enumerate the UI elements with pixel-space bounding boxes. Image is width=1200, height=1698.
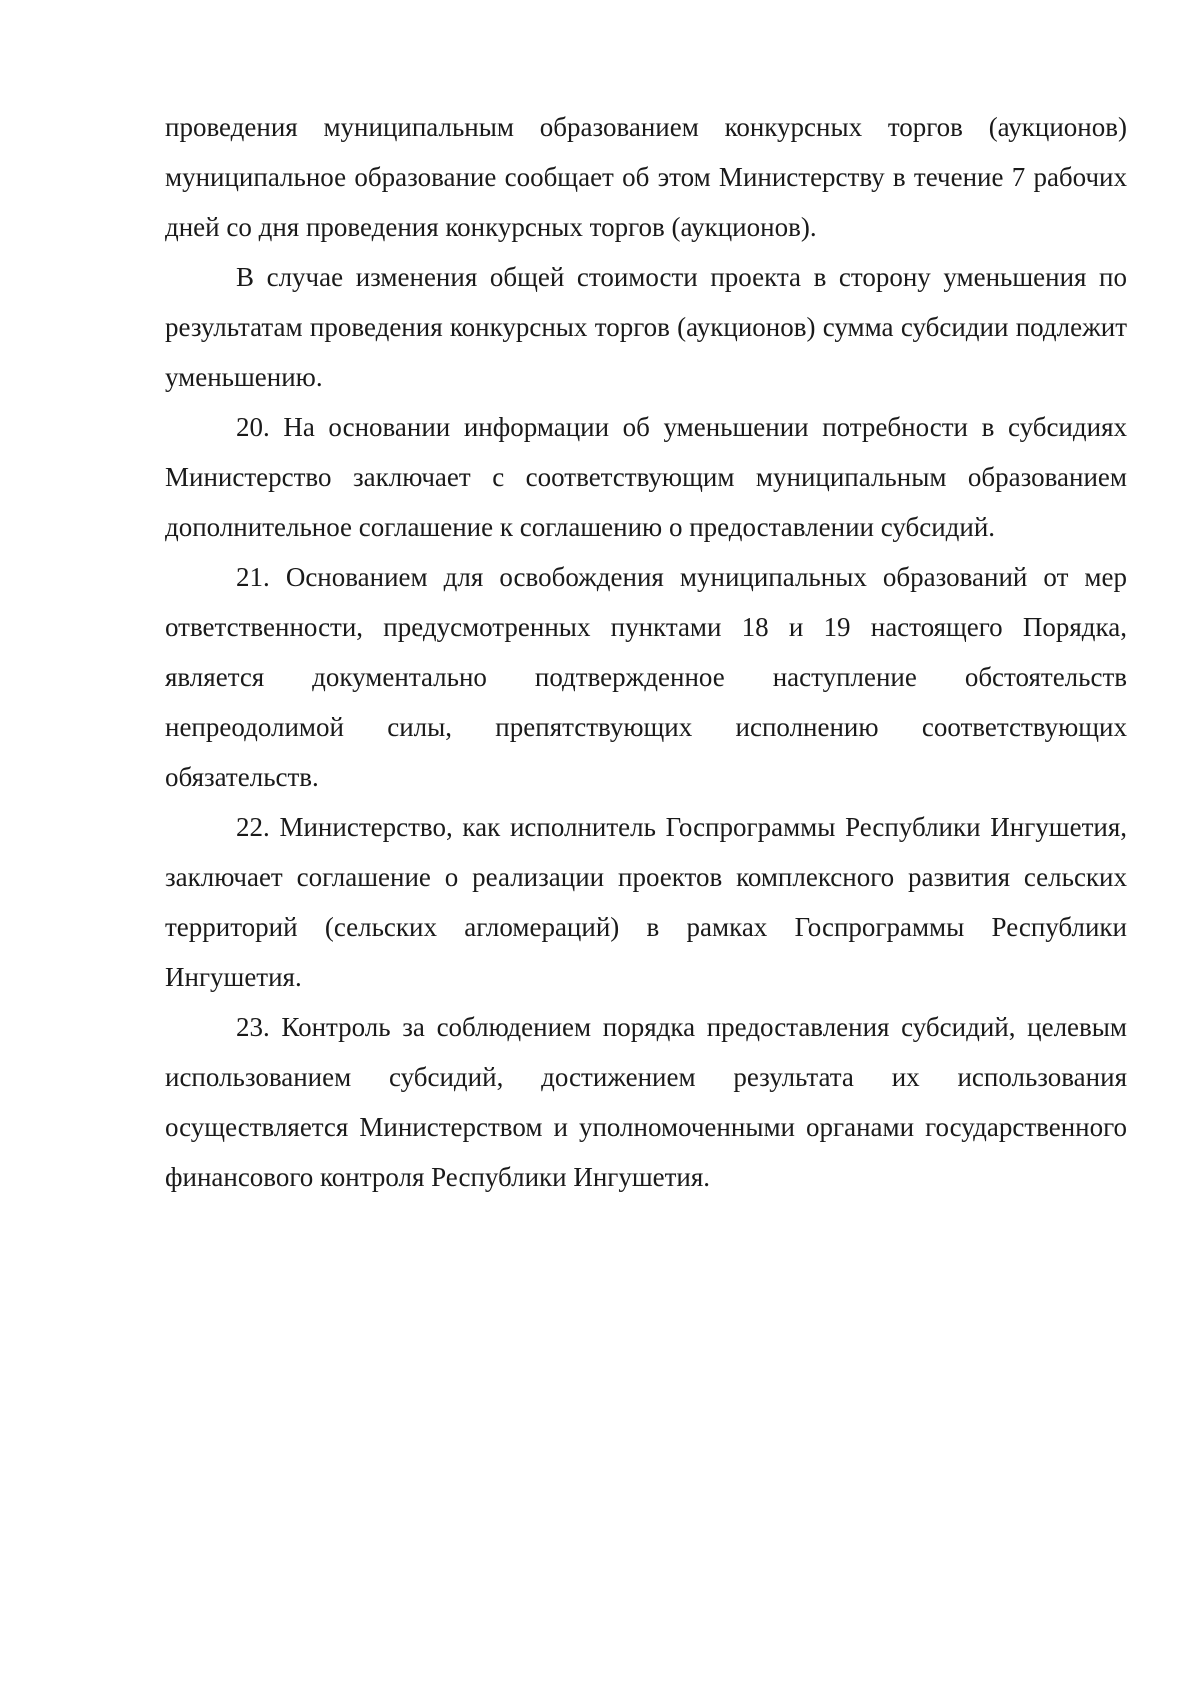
document-body	[165, 102, 1127, 1202]
paragraph-continuation: проведения муниципальным образованием конкурсных торгов (аукционов) муниципальное образование сообщает об этом Министерству в течение 7 рабочих дней со дня проведения конкурсных торгов (аукционов).	[165, 112, 1127, 242]
paragraph-item-20: 20. На основании информации об уменьшении потребности в субсидиях Министерство заключает с соответствующим муниципальным образованием дополнительное соглашение к соглашению о предоставлении субсидий.	[165, 412, 1127, 542]
paragraph-item-23: 23. Контроль за соблюдением порядка предоставления субсидий, целевым использованием субсидий, достижением результата их использования осуществляется Министерством и уполномоченными органами государственного финансового контроля Республики Ингушетия.	[165, 1012, 1127, 1192]
paragraph-item-21: 21. Основанием для освобождения муниципальных образований от мер ответственности, предусмотренных пунктами 18 и 19 настоящего Порядка, является документально подтвержденное наступление обстоятельств непреодолимой силы, препятствующих исполнению соответствующих обязательств.	[165, 562, 1127, 792]
paragraph-cost-reduction: В случае изменения общей стоимости проекта в сторону уменьшения по результатам проведения конкурсных торгов (аукционов) сумма субсидии подлежит уменьшению.	[165, 262, 1127, 392]
paragraph-item-22: 22. Министерство, как исполнитель Госпрограммы Республики Ингушетия, заключает соглашение о реализации проектов комплексного развития сельских территорий (сельских агломераций) в рамках Госпрограммы Республики Ингушетия.	[165, 812, 1127, 992]
